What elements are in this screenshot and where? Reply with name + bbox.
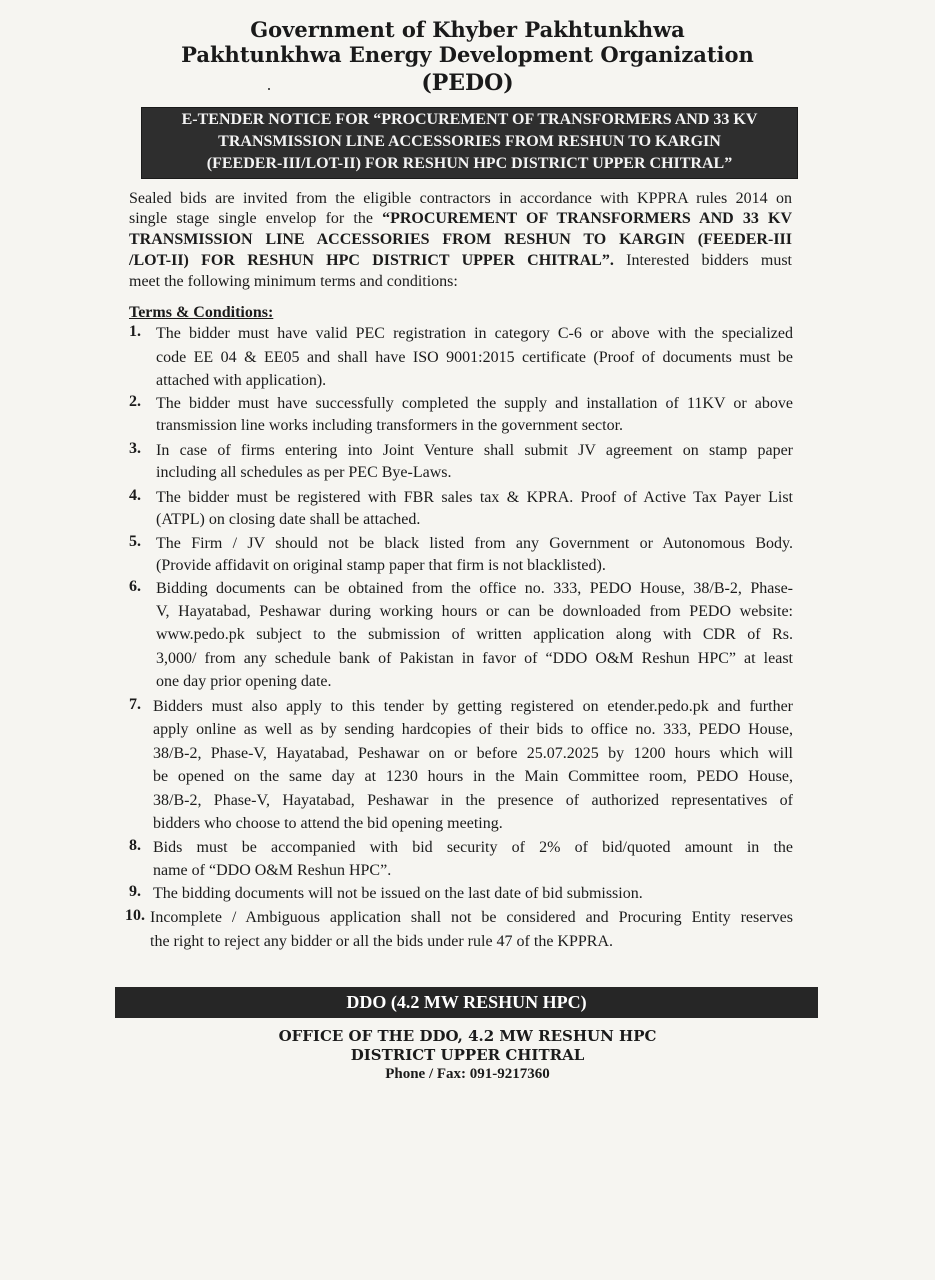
- footer-banner: [115, 987, 818, 1018]
- intro-line-2a: single stage single envelop for the: [129, 210, 383, 227]
- term-line: name of “DDO O&M Reshun HPC”.: [153, 862, 392, 879]
- term-line: apply online as well as by sending hardcopies of their bids to office no. 333, PEDO House,: [153, 721, 793, 739]
- banner-line-3: (FEEDER-III/LOT-II) FOR RESHUN HPC DISTRICT UPPER CHITRAL”: [206, 155, 733, 172]
- term-line: Bidding documents can be obtained from the office no. 333, PEDO House, 38/B-2, Phase-: [156, 580, 793, 597]
- term-line: code EE 04 & EE05 and shall have ISO 9001:2015 certificate (Proof of documents must be: [156, 348, 793, 366]
- notice-title-banner: [141, 107, 798, 179]
- term-line: be opened on the same day at 1230 hours in the Main Committee room, PEDO House,: [153, 768, 793, 786]
- term-line: The bidder must be registered with FBR sales tax & KPRA. Proof of Active Tax Payer List: [156, 489, 793, 506]
- term-line: 38/B-2, Phase-V, Hayatabad, Peshawar in the presence of authorized representatives of: [153, 791, 793, 809]
- term-line: The bidder must have successfully completed the supply and installation of 11KV or above: [156, 395, 793, 412]
- term-line: bidders who choose to attend the bid opening meeting.: [153, 815, 503, 832]
- footer-office: OFFICE OF THE DDO, 4.2 MW RESHUN HPC: [278, 1027, 657, 1045]
- term-line: Incomplete / Ambiguous application shall not be considered and Procuring Entity reserves: [150, 909, 793, 926]
- intro-line-4b: Interested bidders must: [613, 252, 792, 269]
- term-line: one day prior opening date.: [156, 672, 332, 690]
- intro-line-4a: /LOT-II) FOR RESHUN HPC DISTRICT UPPER CHITRAL”.: [129, 252, 614, 269]
- intro-line-5: meet the following minimum terms and conditions:: [129, 273, 458, 290]
- term-number: 7.: [129, 696, 141, 713]
- header-government: Government of Khyber Pakhtunkhwa: [250, 17, 685, 42]
- term-line: www.pedo.pk subject to the submission of written application along with CDR of Rs.: [156, 626, 793, 644]
- intro-line-4: [129, 250, 792, 271]
- term-line: The bidder must have valid PEC registration in category C-6 or above with the specialized: [156, 325, 793, 342]
- term-number: 8.: [129, 837, 141, 854]
- header-acronym: (PEDO): [421, 70, 514, 96]
- term-line: (Provide affidavit on original stamp paper that firm is not blacklisted).: [156, 557, 606, 574]
- intro-line-2b: “PROCUREMENT OF TRANSFORMERS AND 33 KV: [382, 210, 793, 227]
- term-line: Bidders must also apply to this tender by getting registered on etender.pedo.pk and further: [153, 698, 793, 715]
- term-line: In case of firms entering into Joint Venture shall submit JV agreement on stamp paper: [156, 442, 793, 459]
- footer-phone: Phone / Fax: 091-9217360: [385, 1066, 550, 1082]
- footer-banner-text: DDO (4.2 MW RESHUN HPC): [346, 992, 587, 1012]
- term-number: 5.: [129, 533, 141, 550]
- term-line: V, Hayatabad, Peshawar during working hours or can be downloaded from PEDO website:: [156, 603, 793, 621]
- term-number: 1.: [129, 323, 141, 340]
- term-number: 4.: [129, 487, 141, 504]
- term-line: transmission line works including transformers in the government sector.: [156, 417, 624, 434]
- terms-heading: Terms & Conditions:: [129, 304, 274, 321]
- banner-line-1: E-TENDER NOTICE FOR “PROCUREMENT OF TRANSFORMERS AND 33 KV: [181, 111, 758, 128]
- footer-district: DISTRICT UPPER CHITRAL: [350, 1046, 585, 1064]
- term-number: 10.: [125, 907, 145, 924]
- term-line: The bidding documents will not be issued on the last date of bid submission.: [153, 885, 643, 902]
- term-line: 38/B-2, Phase-V, Hayatabad, Peshawar on or before 25.07.2025 by 1200 hours which will: [153, 744, 793, 762]
- term-line: the right to reject any bidder or all the bids under rule 47 of the KPPRA.: [150, 933, 614, 950]
- term-line: (ATPL) on closing date shall be attached.: [156, 511, 421, 528]
- intro-line-2: [129, 208, 792, 229]
- term-number: 9.: [129, 883, 141, 900]
- speck: [268, 88, 270, 90]
- term-line: Bids must be accompanied with bid security of 2% of bid/quoted amount in the: [153, 839, 793, 856]
- term-line: The Firm / JV should not be black listed from any Government or Autonomous Body.: [156, 535, 793, 552]
- banner-line-2: TRANSMISSION LINE ACCESSORIES FROM RESHUN TO KARGIN: [218, 133, 721, 150]
- term-number: 6.: [129, 578, 141, 595]
- term-number: 3.: [129, 440, 141, 457]
- intro-line-1: Sealed bids are invited from the eligible contractors in accordance with KPPRA rules 2014 on: [129, 190, 792, 207]
- term-line: attached with application).: [156, 372, 327, 389]
- term-line: including all schedules as per PEC Bye-Laws.: [156, 464, 452, 481]
- header-organization: Pakhtunkhwa Energy Development Organization: [181, 42, 754, 67]
- term-line: 3,000/ from any schedule bank of Pakistan in favor of “DDO O&M Reshun HPC” at least: [156, 649, 793, 667]
- intro-line-3: TRANSMISSION LINE ACCESSORIES FROM RESHUN TO KARGIN (FEEDER-III: [129, 231, 792, 248]
- term-number: 2.: [129, 393, 141, 410]
